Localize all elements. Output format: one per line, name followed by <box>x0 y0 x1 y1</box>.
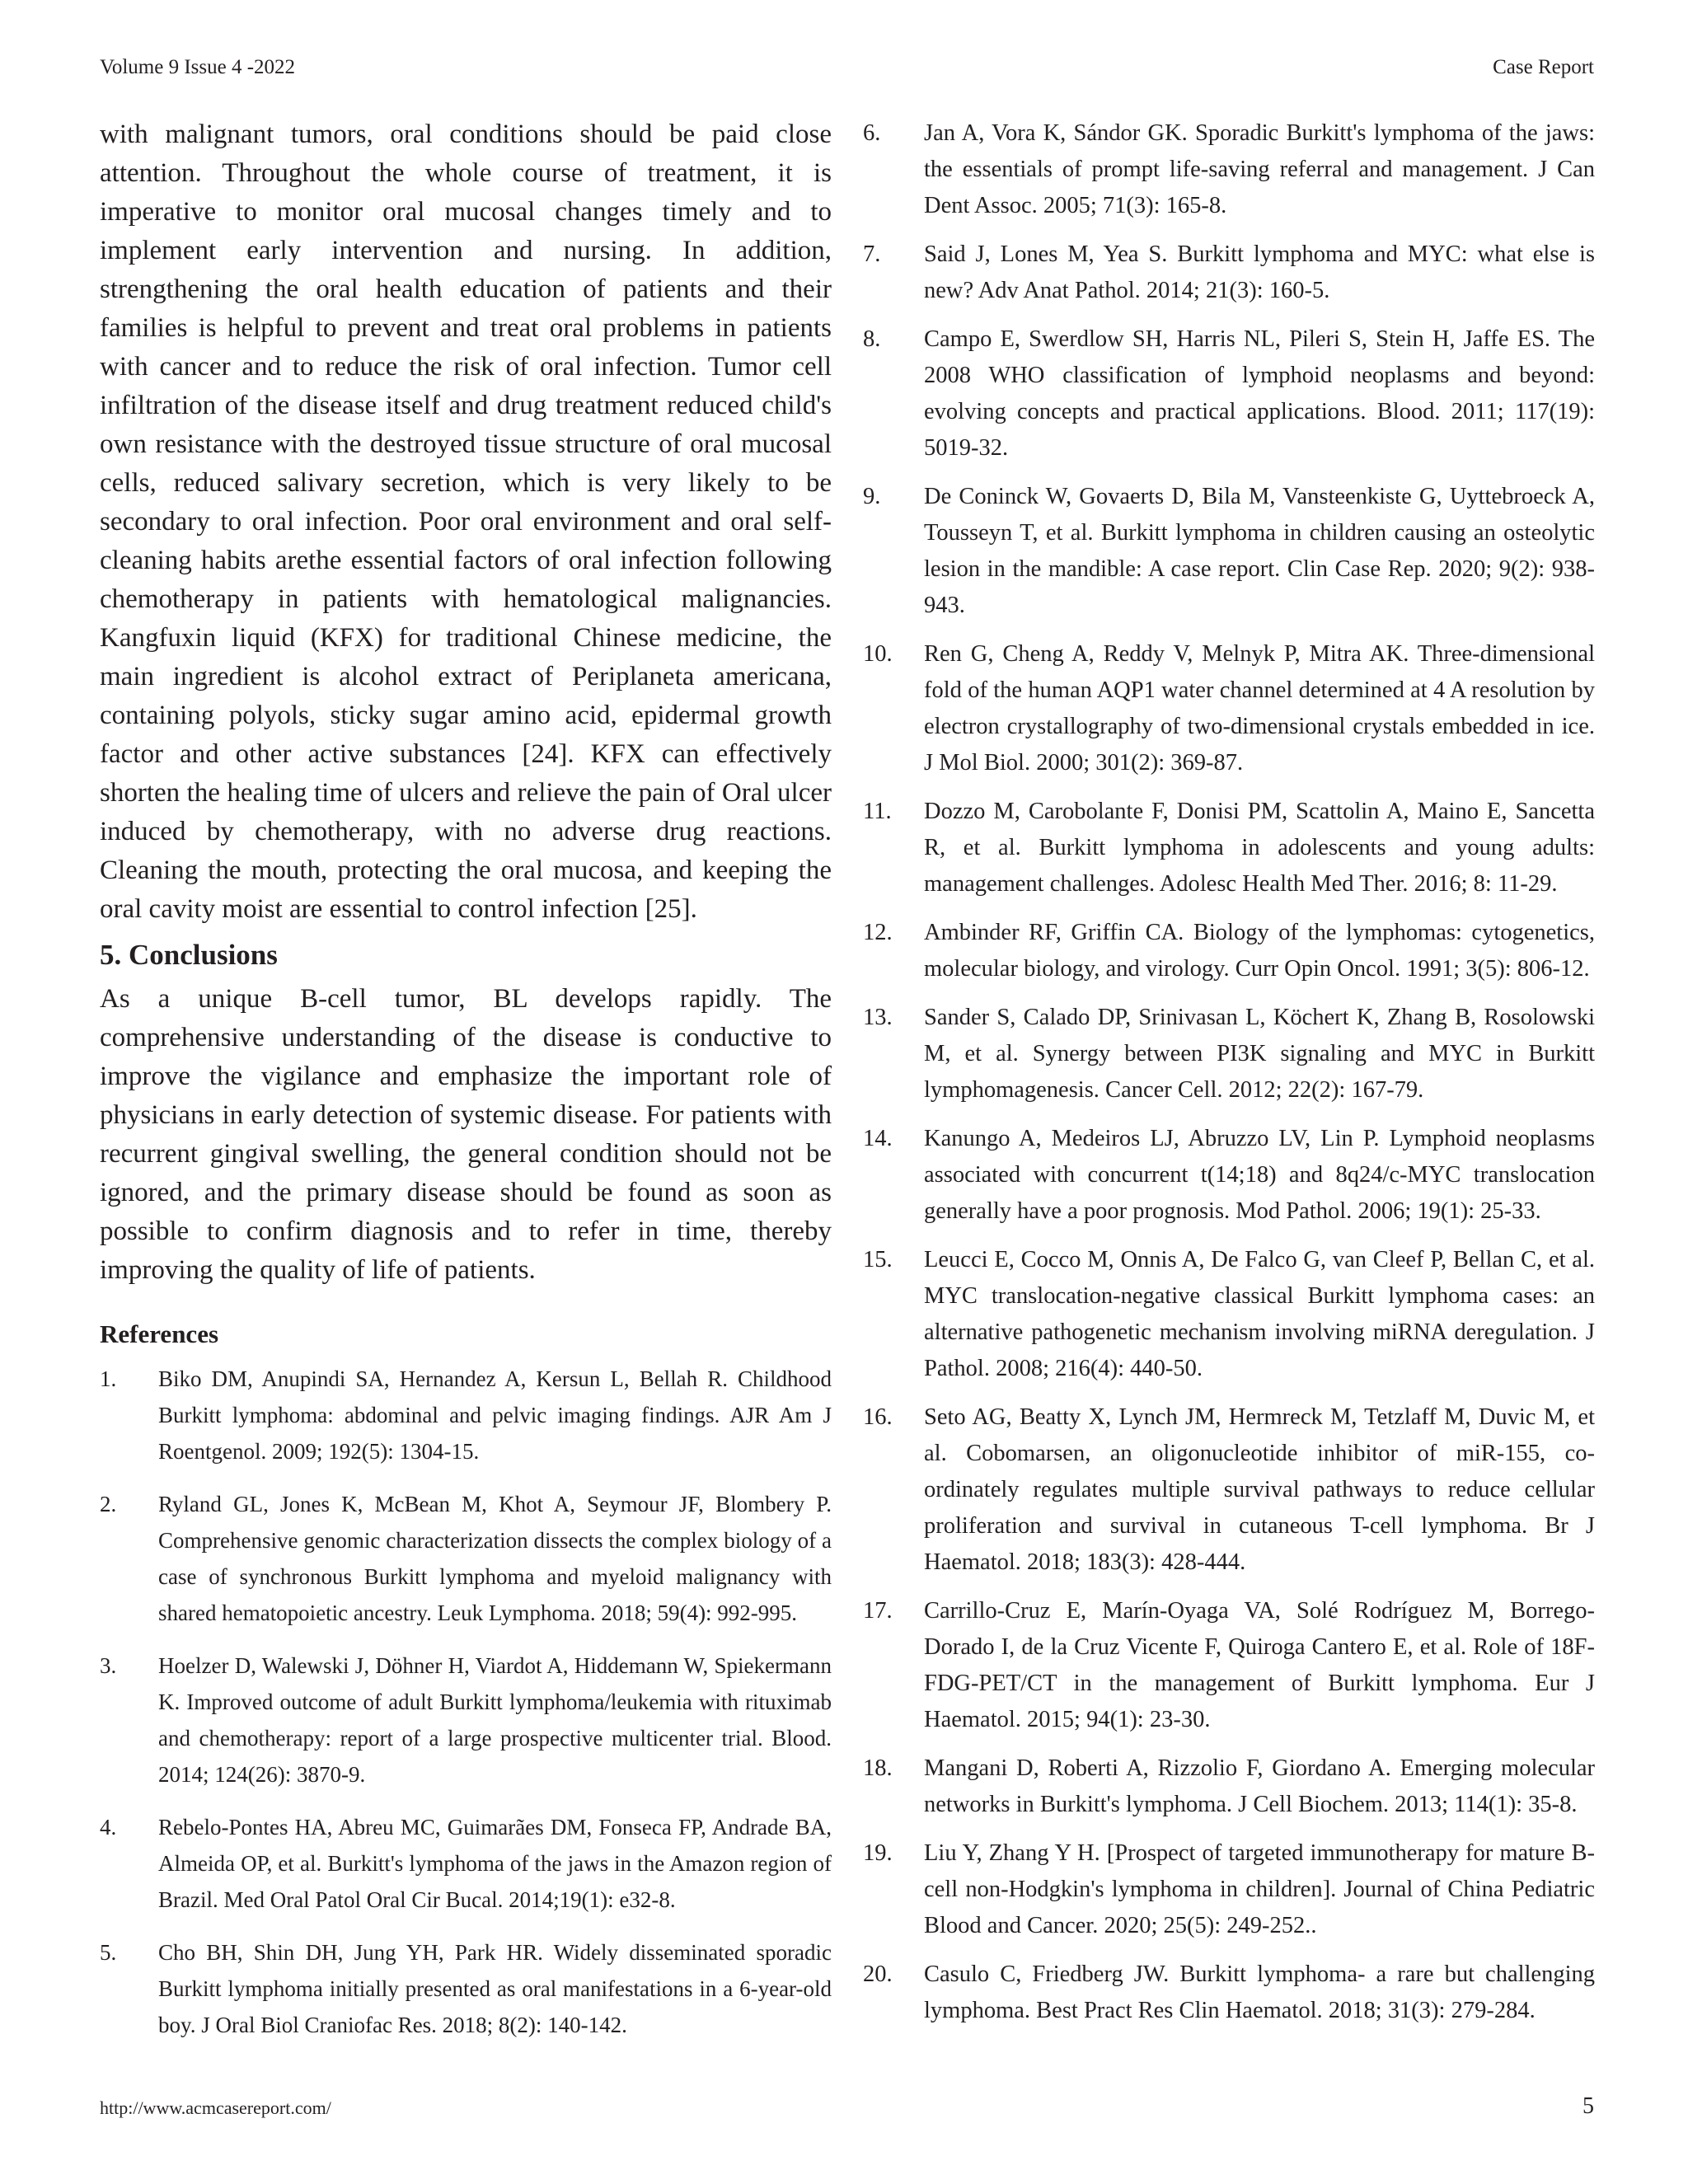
journal-volume-header: Volume 9 Issue 4 -2022 <box>100 56 296 78</box>
conclusions-paragraph: As a unique B-cell tumor, BL develops rapidly. The comprehensive understanding of the disease is conductive to improve the vigilance and emphasize the important role of physicians in early detection of systemic disease. For patients with recurrent gingival swelling, the general condition should not be ignored, and the primary disease should be found as soon as possible to confirm diagnosis and to refer in time, thereby improving the quality of life of patients. <box>100 984 832 1285</box>
reference-text: Kanungo A, Medeiros LJ, Abruzzo LV, Lin P. Lymphoid neoplasms associated with concurrent t(14;18) and 8q24/c-MYC translocation generally have a poor prognosis. Mod Pathol. 2006; 19(1): 25-33. <box>924 1126 1595 1224</box>
reference-text: Cho BH, Shin DH, Jung YH, Park HR. Widely disseminated sporadic Burkitt lymphoma initially presented as oral manifestations in a 6-year-old boy. J Oral Biol Craniofac Res. 2018; 8(2): 140-142. <box>158 1940 832 2037</box>
reference-item <box>100 1486 832 1631</box>
reference-text: Sander S, Calado DP, Srinivasan L, Köchert K, Zhang B, Rosolowski M, et al. Synergy between PI3K signaling and MYC in Burkitt lymphomagenesis. Cancer Cell. 2012; 22(2): 167-79. <box>924 1005 1595 1103</box>
reference-item <box>863 115 1595 224</box>
reference-number: 19. <box>863 1840 893 1866</box>
reference-number: 4. <box>100 1815 117 1840</box>
reference-text: Rebelo-Pontes HA, Abreu MC, Guimarães DM, Fonseca FP, Andrade BA, Almeida OP, et al. Burkitt's lymphoma of the jaws in the Amazon region of Brazil. Med Oral Patol Oral Cir Bucal. 2014;19(1): e32-8. <box>158 1815 832 1912</box>
reference-list-right <box>863 115 1595 2029</box>
reference-number: 12. <box>863 920 893 945</box>
reference-number: 13. <box>863 1005 893 1030</box>
reference-item <box>863 1121 1595 1230</box>
reference-text: Jan A, Vora K, Sándor GK. Sporadic Burkitt's lymphoma of the jaws: the essentials of prompt life-saving referral and management. J Can Dent Assoc. 2005; 71(3): 165-8. <box>924 120 1595 218</box>
reference-text: Leucci E, Cocco M, Onnis A, De Falco G, van Cleef P, Bellan C, et al. MYC translocation-negative classical Burkitt lymphoma cases: an alternative pathogenetic mechanism involving miRNA deregulation. J Pathol. 2008; 216(4): 440-50. <box>924 1247 1595 1381</box>
reference-number: 15. <box>863 1247 893 1272</box>
reference-text: Ren G, Cheng A, Reddy V, Melnyk P, Mitra AK. Three-dimensional fold of the human AQP1 water channel determined at 4 A resolution by electron crystallography of two-dimensional crystals embedded in ice. J Mol Biol. 2000; 301(2): 369-87. <box>924 641 1595 776</box>
reference-item <box>863 1835 1595 1944</box>
reference-item <box>100 1361 832 1469</box>
reference-item <box>863 1957 1595 2029</box>
reference-number: 2. <box>100 1492 117 1516</box>
page-number: 5 <box>1582 2093 1594 2119</box>
reference-item <box>863 321 1595 466</box>
reference-text: De Coninck W, Govaerts D, Bila M, Vansteenkiste G, Uyttebroeck A, Tousseyn T, et al. Burkitt lymphoma in children causing an osteolytic lesion in the mandible: A case report. Clin Case Rep. 2020; 9(2): 938-943. <box>924 484 1595 618</box>
reference-item <box>863 1242 1595 1387</box>
discussion-paragraph: with malignant tumors, oral conditions should be paid close attention. Throughout the whole course of treatment, it is imperative to monitor oral mucosal changes timely and to implement early intervention and nursing. In addition, strengthening the oral health education of patients and their families is helpful to prevent and treat oral problems in patients with cancer and to reduce the risk of oral infection. Tumor cell infiltration of the disease itself and drug treatment reduced child's own resistance with the destroyed tissue structure of oral mucosal cells, reduced salivary secretion, which is very likely to be secondary to oral infection. Poor oral environment and oral self-cleaning habits arethe essential factors of oral infection following chemotherapy in patients with hematological malignancies. Kangfuxin liquid (KFX) for traditional Chinese medicine, the main ingredient is alcohol extract of Periplaneta americana, containing polyols, sticky sugar amino acid, epidermal growth factor and other active substances [24]. KFX can effectively shorten the healing time of ulcers and relieve the pain of Oral ulcer induced by chemotherapy, with no adverse drug reactions. Cleaning the mouth, protecting the oral mucosa, and keeping the oral cavity moist are essential to control infection [25]. <box>100 120 832 924</box>
reference-text: Liu Y, Zhang Y H. [Prospect of targeted immunotherapy for mature B-cell non-Hodgkin's lymphoma in children]. Journal of China Pediatric Blood and Cancer. 2020; 25(5): 249-252.. <box>924 1840 1595 1938</box>
reference-number: 16. <box>863 1404 893 1430</box>
reference-number: 8. <box>863 326 881 352</box>
reference-item <box>863 237 1595 309</box>
reference-text: Mangani D, Roberti A, Rizzolio F, Giordano A. Emerging molecular networks in Burkitt's lymphoma. J Cell Biochem. 2013; 114(1): 35-8. <box>924 1755 1595 1817</box>
reference-list-left <box>100 1361 832 2043</box>
journal-url-link[interactable]: http://www.acmcasereport.com/ <box>100 2097 331 2118</box>
reference-number: 3. <box>100 1653 117 1678</box>
reference-text: Ambinder RF, Griffin CA. Biology of the lymphomas: cytogenetics, molecular biology, and virology. Curr Opin Oncol. 1991; 3(5): 806-12. <box>924 920 1595 982</box>
reference-number: 1. <box>100 1366 117 1391</box>
left-column <box>100 115 832 2060</box>
conclusions-heading: 5. Conclusions <box>100 939 278 971</box>
reference-item <box>100 1809 832 1918</box>
reference-number: 11. <box>863 799 892 824</box>
reference-item <box>100 1934 832 2043</box>
reference-number: 5. <box>100 1940 117 1965</box>
reference-text: Casulo C, Friedberg JW. Burkitt lymphoma- a rare but challenging lymphoma. Best Pract Res Clin Haematol. 2018; 31(3): 279-284. <box>924 1961 1595 2023</box>
reference-number: 20. <box>863 1961 893 1987</box>
reference-text: Said J, Lones M, Yea S. Burkitt lymphoma and MYC: what else is new? Adv Anat Pathol. 2014; 21(3): 160-5. <box>924 241 1595 303</box>
references-heading: References <box>100 1319 219 1348</box>
reference-number: 17. <box>863 1598 893 1624</box>
reference-text: Carrillo-Cruz E, Marín-Oyaga VA, Solé Rodríguez M, Borrego-Dorado I, de la Cruz Vicente F, Quiroga Cantero E, et al. Role of 18F-FDG-PET/CT in the management of Burkitt lymphoma. Eur J Haematol. 2015; 94(1): 23-30. <box>924 1598 1595 1732</box>
reference-text: Ryland GL, Jones K, McBean M, Khot A, Seymour JF, Blombery P. Comprehensive genomic characterization dissects the complex biology of a case of synchronous Burkitt lymphoma and myeloid malignancy with shared hematopoietic ancestry. Leuk Lymphoma. 2018; 59(4): 992-995. <box>158 1492 832 1625</box>
reference-number: 10. <box>863 641 893 667</box>
reference-text: Hoelzer D, Walewski J, Döhner H, Viardot A, Hiddemann W, Spiekermann K. Improved outcome of adult Burkitt lymphoma/leukemia with rituximab and chemotherapy: report of a large prospective multicenter trial. Blood. 2014; 124(26): 3870-9. <box>158 1653 832 1787</box>
reference-text: Campo E, Swerdlow SH, Harris NL, Pileri S, Stein H, Jaffe ES. The 2008 WHO classification of lymphoid neoplasms and beyond: evolving concepts and practical applications. Blood. 2011; 117(19): 5019-32. <box>924 326 1595 461</box>
reference-item <box>863 636 1595 781</box>
reference-item <box>863 1000 1595 1108</box>
reference-item <box>863 1399 1595 1581</box>
reference-text: Dozzo M, Carobolante F, Donisi PM, Scattolin A, Maino E, Sancetta R, et al. Burkitt lymphoma in adolescents and young adults: management challenges. Adolesc Health Med Ther. 2016; 8: 11-29. <box>924 799 1595 897</box>
reference-text: Seto AG, Beatty X, Lynch JM, Hermreck M, Tetzlaff M, Duvic M, et al. Cobomarsen, an oligonucleotide inhibitor of miR-155, co-ordinately regulates multiple survival pathways to reduce cellular proliferation and survival in cutaneous T-cell lymphoma. Br J Haematol. 2018; 183(3): 428-444. <box>924 1404 1595 1575</box>
reference-number: 7. <box>863 241 881 267</box>
reference-number: 14. <box>863 1126 893 1151</box>
reference-item <box>100 1647 832 1793</box>
reference-item <box>863 915 1595 987</box>
reference-number: 6. <box>863 120 881 146</box>
reference-item <box>863 794 1595 902</box>
reference-number: 9. <box>863 484 881 509</box>
reference-number: 18. <box>863 1755 893 1781</box>
reference-text: Biko DM, Anupindi SA, Hernandez A, Kersun L, Bellah R. Childhood Burkitt lymphoma: abdominal and pelvic imaging findings. AJR Am J Roentgenol. 2009; 192(5): 1304-15. <box>158 1366 832 1464</box>
reference-item <box>863 1593 1595 1738</box>
article-type-header: Case Report <box>1493 56 1594 78</box>
reference-item <box>863 1750 1595 1823</box>
right-column <box>863 115 1595 2041</box>
reference-item <box>863 479 1595 624</box>
